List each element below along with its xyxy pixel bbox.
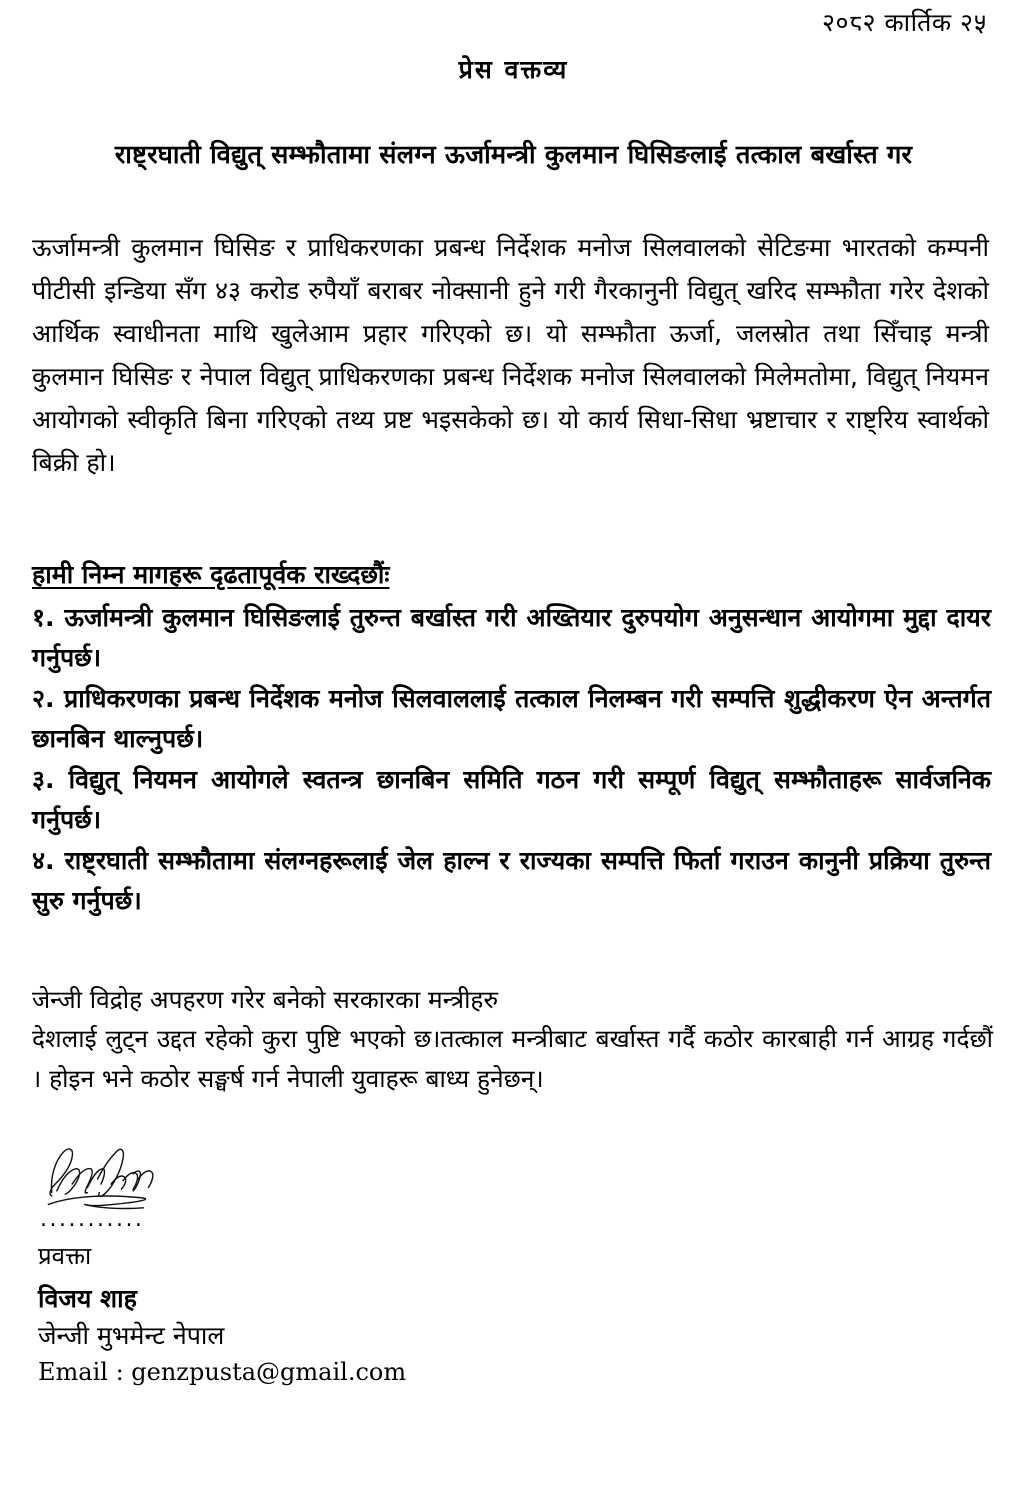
signature-dotted-line: ........... (40, 1207, 145, 1233)
signatory-role: प्रवक्ता (38, 1241, 92, 1270)
demand-item: ४. राष्ट्रघाती सम्झौतामा संलग्नहरूलाई जेल हाल्न र राज्यका सम्पत्ति फिर्ता गराउन कानुनी प्रक्रिया तुरुन्त सुरु गर्नुपर्छ। (32, 845, 991, 916)
document-kind-title: प्रेस वक्तव्य (458, 55, 569, 84)
body-paragraph: ऊर्जामन्त्री कुलमान घिसिङ र प्राधिकरणका प्रबन्ध निर्देशक मनोज सिलवालको सेटिङमा भारतको कम्पनी पीटीसी इन्डिया सँग ४३ करोड रुपैयाँ बराबर नोक्सानी हुने गरी गैरकानुनी विद्युत् खरिद सम्झौता गरेर देशको आर्थिक स्वाधीनता माथि खुलेआम प्रहार गरिएको छ। यो सम्झौता ऊर्जा, जलस्रोत तथा सिँचाइ मन्त्री कुलमान घिसिङ र नेपाल विद्युत् प्राधिकरणका प्रबन्ध निर्देशक मनोज सिलवालको मिलेमतोमा, विद्युत् नियमन आयोगको स्वीकृति बिना गरिएको तथ्य प्रष्ट भइसकेको छ। यो कार्य सिधा-सिधा भ्रष्टाचार र राष्ट्रिय स्वार्थको बिक्री हो। (32, 233, 989, 478)
closing-section (32, 980, 995, 1099)
demand-item: २. प्राधिकरणका प्रबन्ध निर्देशक मनोज सिलवाललाई तत्काल निलम्बन गरी सम्पत्ति शुद्धीकरण ऐन अन्तर्गत छानबिन थाल्नुपर्छ। (32, 683, 991, 754)
contact-email: Email : genzpusta@gmail.com (38, 1357, 407, 1386)
demands-heading: हामी निम्न मागहरू दृढतापूर्वक राख्दछौंः (32, 560, 390, 590)
headline: राष्ट्रघाती विद्युत् सम्झौतामा संलग्न ऊर्जामन्त्री कुलमान घिसिङलाई तत्काल बर्खास्त गर (114, 140, 913, 170)
demands-section (32, 556, 995, 922)
organization-name: जेन्जी मुभमेन्ट नेपाल (38, 1321, 225, 1351)
demand-item: ३. विद्युत् नियमन आयोगले स्वतन्त्र छानबिन समिति गठन गरी सम्पूर्ण विद्युत् सम्झौताहरू सार्वजनिक गर्नुपर्छ। (32, 764, 991, 835)
closing-lead-line: जेन्जी विद्रोह अपहरण गरेर बनेको सरकारका मन्त्रीहरु (32, 984, 499, 1014)
signatory-name: विजय शाह (38, 1283, 137, 1313)
demand-item: १. ऊर्जामन्त्री कुलमान घिसिङलाई तुरुन्त बर्खास्त गरी अख्तियार दुरुपयोग अनुसन्धान आयोगमा मुद्दा दायर गर्नुपर्छ। (32, 602, 991, 673)
document-date: २०८२ कार्तिक २५ (822, 8, 987, 37)
closing-body-text: देशलाई लुट्न उद्दत रहेको कुरा पुष्टि भएको छ।तत्काल मन्त्रीबाट बर्खास्त गर्दै कठोर कारबाही गर्न आग्रह गर्दछौं । होइन भने कठोर सङ्घर्ष गर्न नेपाली युवाहरू बाध्य हुनेछन्। (32, 1024, 993, 1093)
signature-block (32, 1140, 995, 1389)
